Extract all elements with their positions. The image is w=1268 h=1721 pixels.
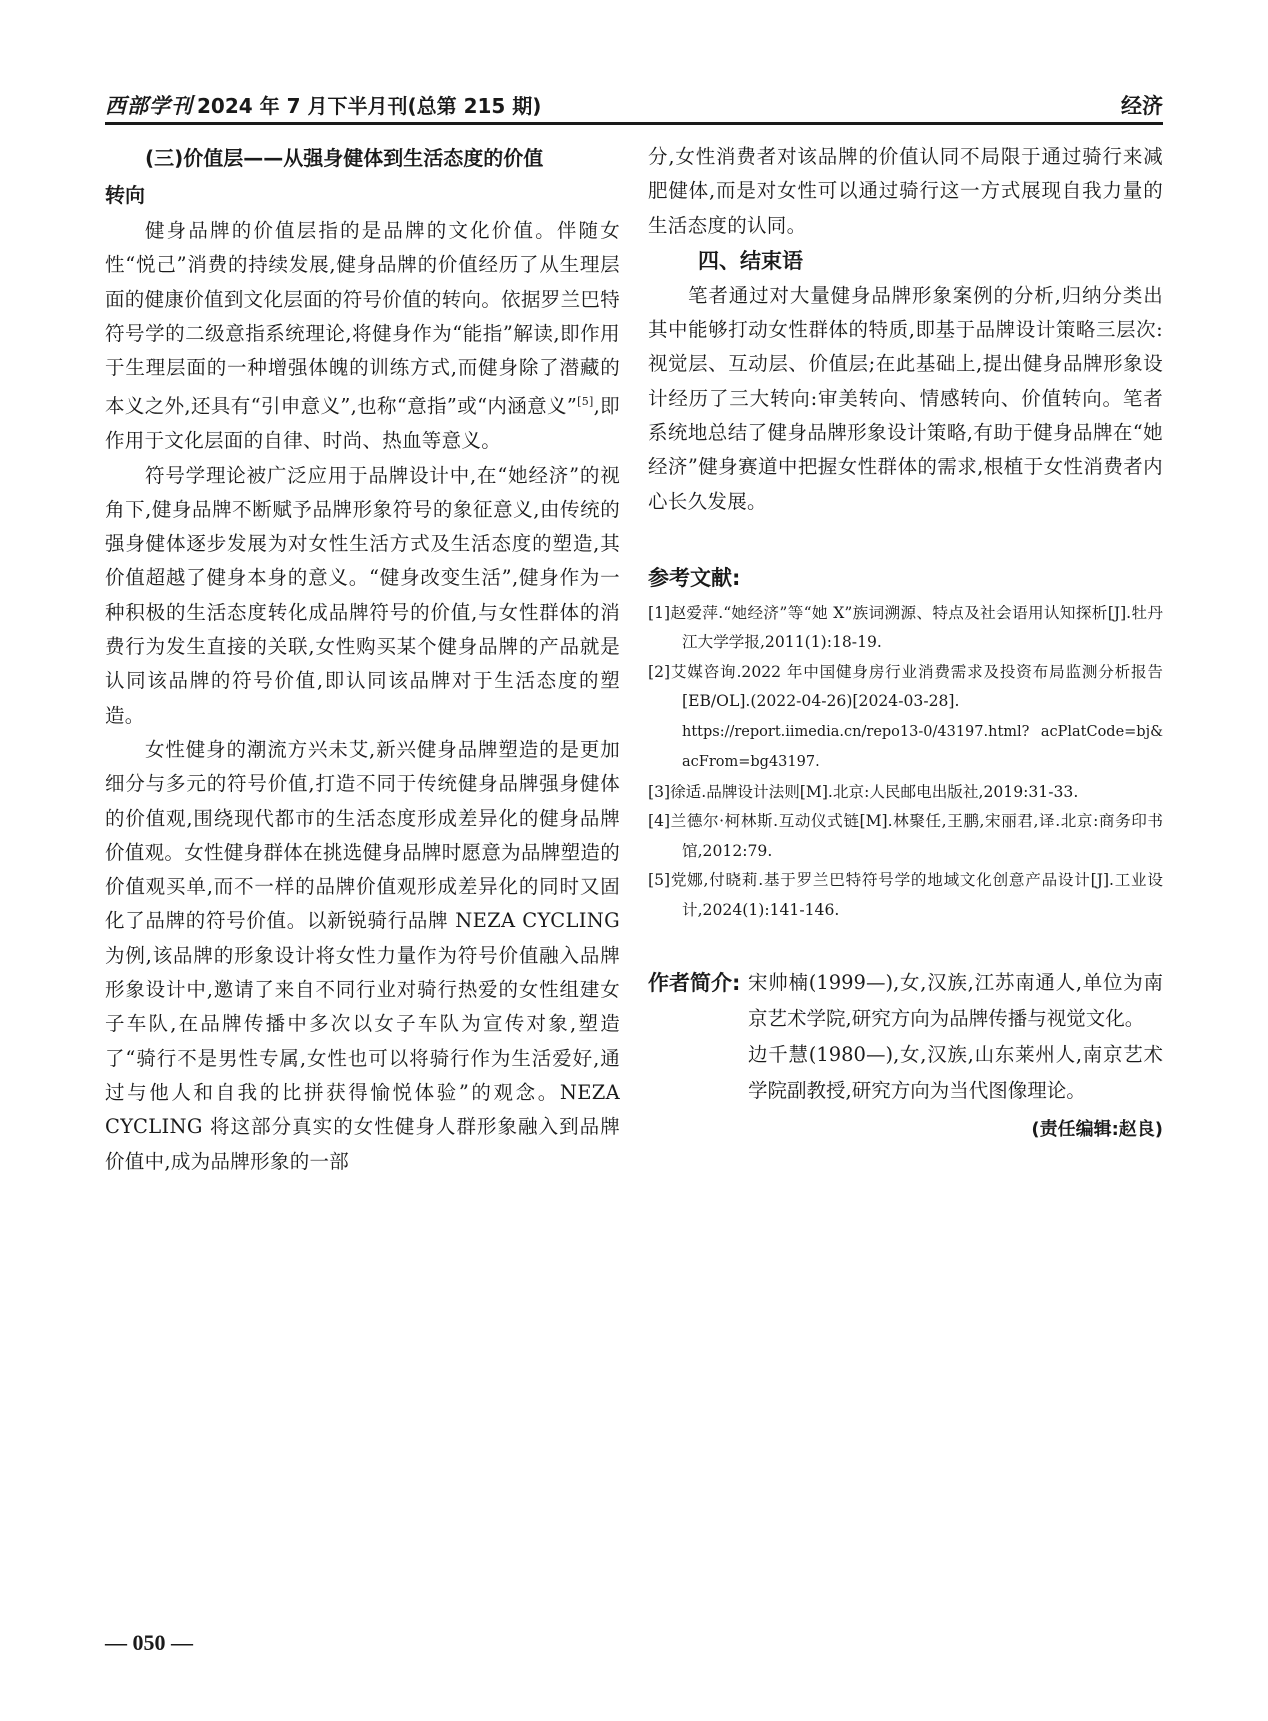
- author-label: 作者简介:: [648, 971, 741, 996]
- conclusion-paragraph: 笔者通过对大量健身品牌形象案例的分析,归纳分类出其中能够打动女性群体的特质,即基于品牌设计策略三层次:视觉层、互动层、价值层;在此基础上,提出健身品牌形象设计经历了三大转向:审美转向、情感转向、价值转向。笔者系统地总结了健身品牌形象设计策略,有助于健身品牌在“她经济”健身赛道中把握女性群体的需求,根植于女性消费者内心长久发展。: [648, 283, 1163, 513]
- journal-logo: 西部学刊: [105, 93, 193, 118]
- issue-info: 2024 年 7 月下半月刊(总第 215 期): [197, 94, 542, 118]
- left-column: [105, 140, 620, 1179]
- subheading-value-layer: (三)价值层——从强身健体到生活态度的价值 转向: [105, 146, 544, 207]
- reference-item: [1]赵爱萍.“她经济”等“她 X”族词溯源、特点及社会语用认知探析[J].牡丹江大学学报,2011(1):18-19.: [648, 603, 1163, 652]
- body-paragraph-continuation: 分,女性消费者对该品牌的价值认同不局限于通过骑行来减肥健体,而是对女性可以通过骑行这一方式展现自我力量的生活态度的认同。: [648, 145, 1163, 237]
- section-label: 经济: [1121, 94, 1163, 118]
- references-heading: 参考文献:: [648, 565, 741, 590]
- reference-item: [648, 658, 1163, 778]
- reference-url: https://report.iimedia.cn/repo13-0/43197.html? acPlatCode=bj&acFrom=bg43197.: [682, 723, 1163, 771]
- author-bio: 边千慧(1980—),女,汉族,山东莱州人,南京艺术学院副教授,研究方向为当代图像理论。: [748, 1043, 1163, 1103]
- paragraph-text-cont: ,即作用于文化层面的自律、时尚、热血等意义。: [105, 394, 620, 453]
- reference-text: [2]艾媒咨询.2022 年中国健身房行业消费需求及投资布局监测分析报告[EB/OL].(2022-04-26)[2024-03-28].: [648, 662, 1163, 711]
- author-bio: 宋帅楠(1999—),女,汉族,江苏南通人,单位为南京艺术学院,研究方向为品牌传播与视觉文化。: [748, 971, 1163, 1031]
- body-paragraph: 符号学理论被广泛应用于品牌设计中,在“她经济”的视角下,健身品牌不断赋予品牌形象符号的象征意义,由传统的强身健体逐步发展为对女性生活方式及生活态度的塑造,其价值超越了健身本身的意义。“健身改变生活”,健身作为一种积极的生活态度转化成品牌符号的价值,与女性群体的消费行为发生直接的关联,女性购买某个健身品牌的产品就是认同该品牌的符号价值,即认同该品牌对于生活态度的塑造。: [105, 463, 620, 727]
- responsible-editor: (责任编辑:赵良): [1031, 1119, 1163, 1141]
- page-number: — 050 —: [105, 1630, 193, 1655]
- conclusion-heading: 四、结束语: [698, 248, 803, 273]
- right-column: [648, 140, 1163, 1141]
- citation-mark: [5]: [577, 395, 594, 409]
- reference-item: [3]徐适.品牌设计法则[M].北京:人民邮电出版社,2019:31-33.: [648, 782, 1079, 801]
- page-header: [105, 88, 1163, 125]
- body-paragraph: 女性健身的潮流方兴未艾,新兴健身品牌塑造的是更加细分与多元的符号价值,打造不同于传统健身品牌强身健体的价值观,围绕现代都市的生活态度形成差异化的健身品牌价值观。女性健身群体在挑选健身品牌时愿意为品牌塑造的价值观买单,而不一样的品牌价值观形成差异化的同时又固化了品牌的符号价值。以新锐骑行品牌 NEZA CYCLING 为例,该品牌的形象设计将女性力量作为符号价值融入品牌形象设计中,邀请了来自不同行业对骑行热爱的女性组建女子车队,在品牌传播中多次以女子车队为宣传对象,塑造了“骑行不是男性专属,女性也可以将骑行作为生活爱好,通过与他人和自我的比拼获得愉悦体验”的观念。NEZA CYCLING 将这部分真实的女性健身人群形象融入到品牌价值中,成为品牌形象的一部: [105, 737, 620, 1173]
- author-info: [648, 965, 1163, 1141]
- reference-item: [4]兰德尔·柯林斯.互动仪式链[M].林聚任,王鹏,宋丽君,译.北京:商务印书馆,2012:79.: [648, 812, 1163, 860]
- paragraph-text: 健身品牌的价值层指的是品牌的文化价值。伴随女性“悦己”消费的持续发展,健身品牌的价值经历了从生理层面的健康价值到文化层面的符号价值的转向。依据罗兰巴特符号学的二级意指系统理论,将健身作为“能指”解读,即作用于生理层面的一种增强体魄的训练方式,而健身除了潜藏的本义之外,还具有“引申意义”,也称“意指”或“内涵意义”: [105, 219, 620, 418]
- body-paragraph: [105, 214, 620, 459]
- reference-item: [5]党娜,付晓莉.基于罗兰巴特符号学的地域文化创意产品设计[J].工业设计,2024(1):141-146.: [648, 871, 1163, 919]
